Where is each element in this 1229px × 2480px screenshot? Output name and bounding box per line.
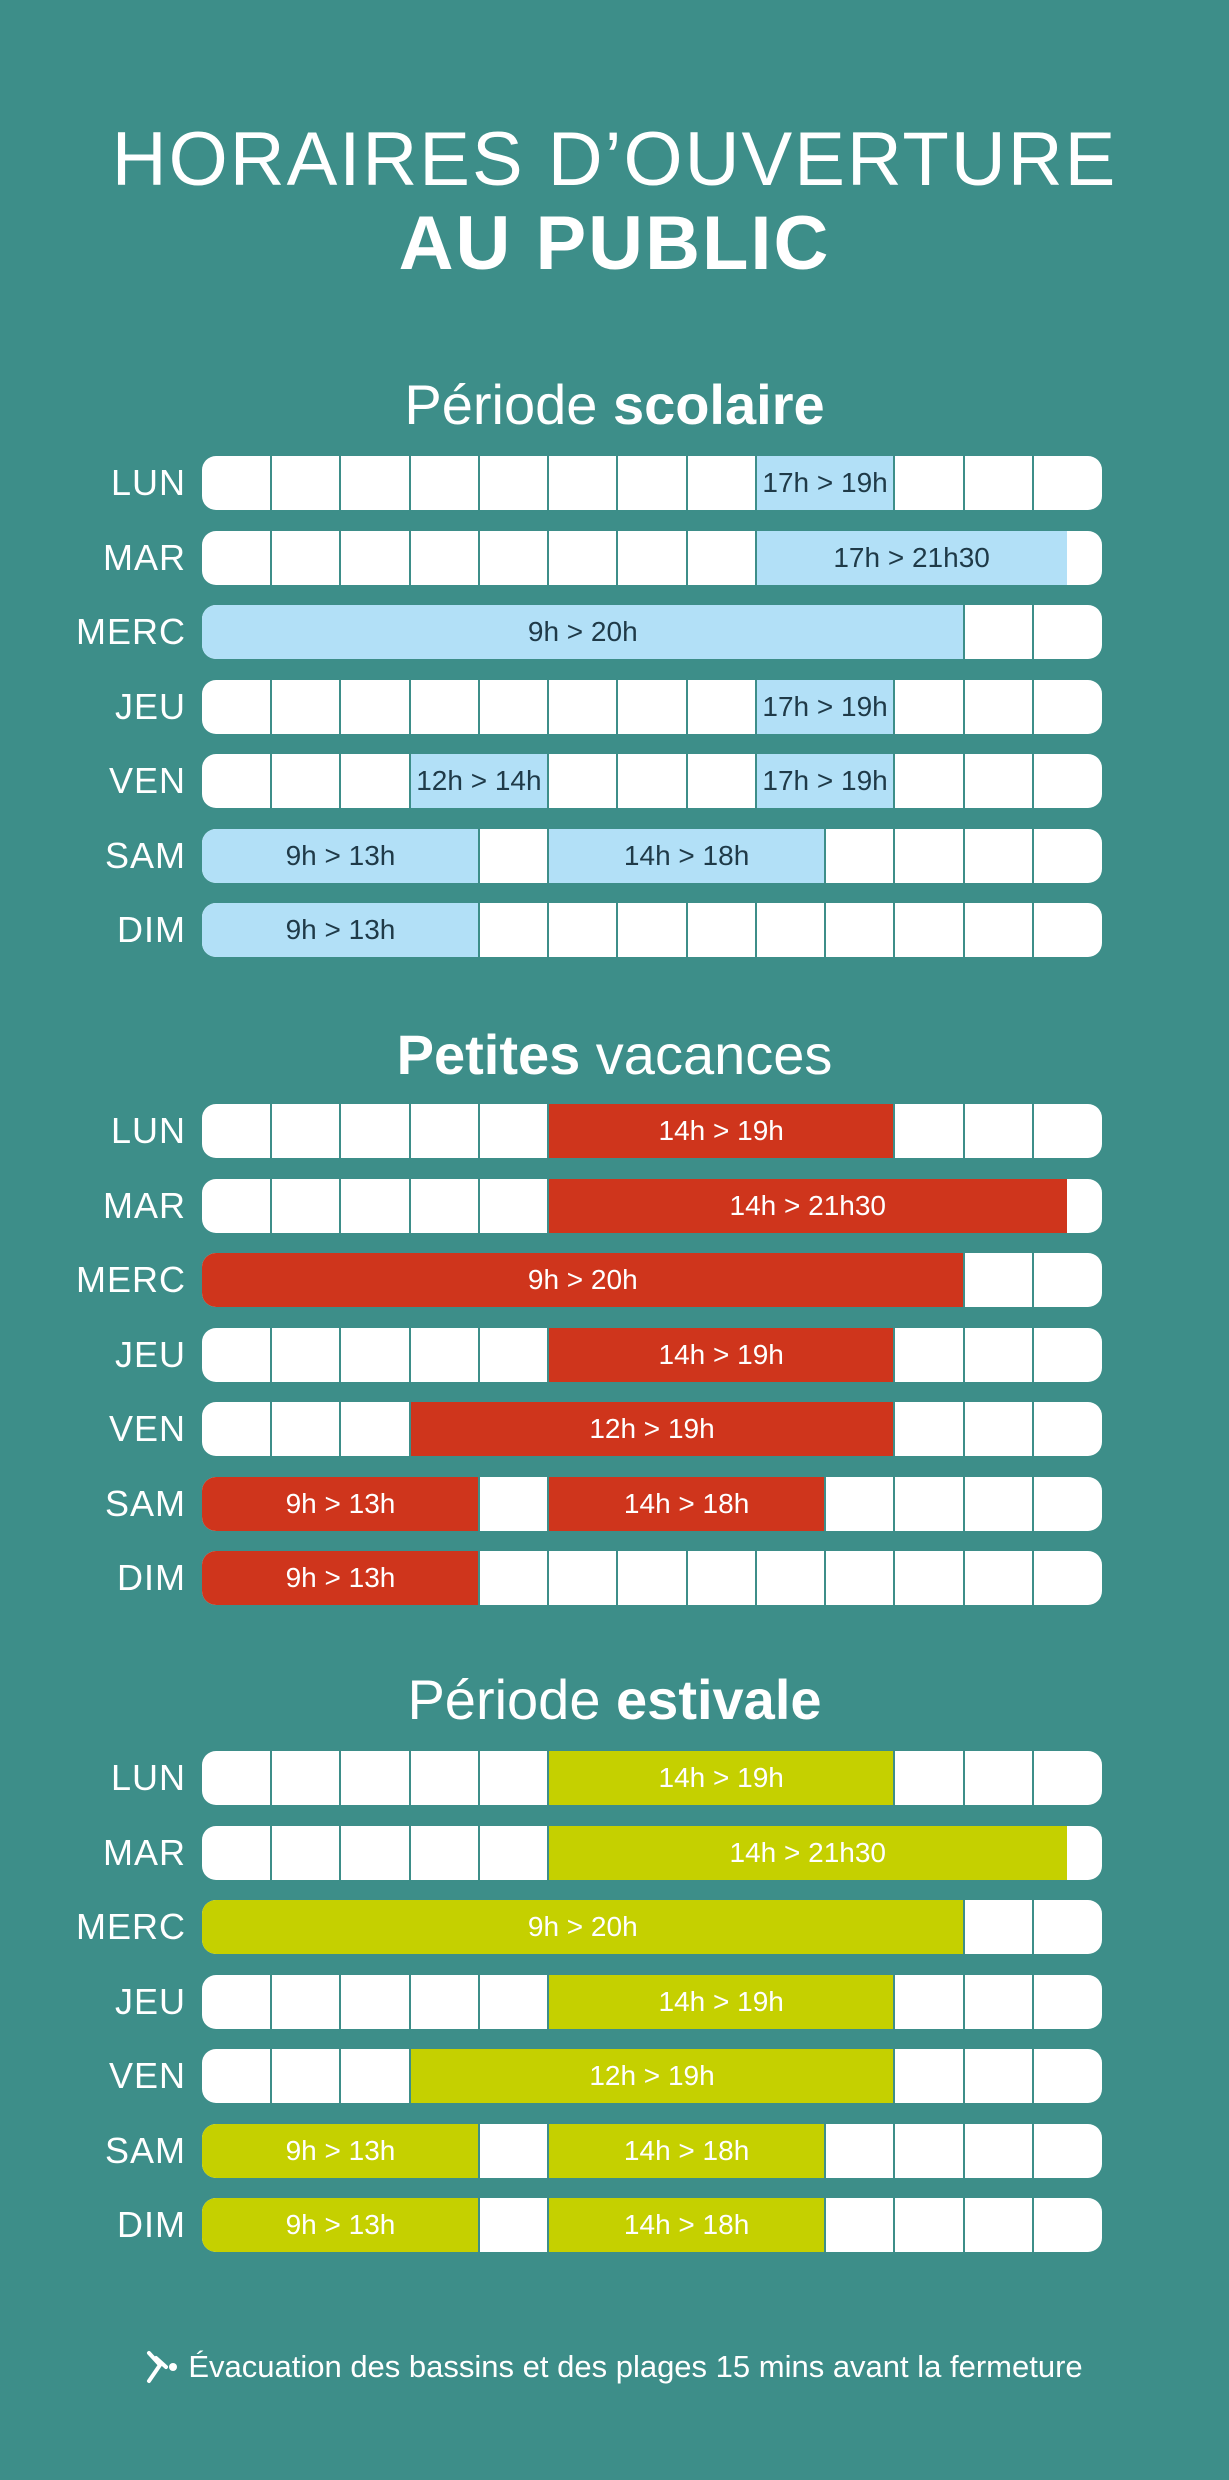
footer-text: Évacuation des bassins et des plages 15 mins avant la fermeture — [188, 2349, 1083, 2384]
slot-separator — [824, 829, 826, 883]
opening-period: 17h > 19h — [756, 680, 894, 734]
slot-separator — [963, 1253, 965, 1307]
day-label: MERC — [76, 1906, 186, 1947]
slot-separator — [755, 1551, 757, 1605]
hours-track — [202, 754, 1102, 808]
opening-period: 14h > 21h30 — [548, 1179, 1067, 1233]
slot-separator — [893, 680, 895, 734]
slot-separator — [547, 829, 549, 883]
slot-separator — [1032, 754, 1034, 808]
schedule-row — [0, 1825, 1229, 1881]
slot-separator — [270, 1826, 272, 1880]
day-label: JEU — [114, 686, 186, 727]
day-label: LUN — [110, 462, 186, 503]
slot-separator — [409, 1179, 411, 1233]
hours-track — [202, 2049, 1102, 2103]
section-title — [0, 1665, 1229, 1735]
schedule-row — [0, 1899, 1229, 1955]
opening-period: 14h > 18h — [548, 829, 825, 883]
section-title-bold: estivale — [616, 1668, 822, 1731]
slot-separator — [963, 1900, 965, 1954]
slot-separator — [339, 1402, 341, 1456]
slot-separator — [339, 1975, 341, 2029]
opening-period: 12h > 19h — [410, 2049, 895, 2103]
schedule-row — [0, 2123, 1229, 2179]
slot-separator — [616, 680, 618, 734]
slot-separator — [547, 680, 549, 734]
hours-track — [202, 1975, 1102, 2029]
slot-separator — [409, 1826, 411, 1880]
slot-separator — [547, 754, 549, 808]
slot-separator — [547, 1551, 549, 1605]
opening-period: 14h > 19h — [548, 1104, 894, 1158]
slot-separator — [270, 1328, 272, 1382]
day-label: DIM — [117, 2204, 186, 2245]
slot-separator — [1032, 1253, 1034, 1307]
slot-separator — [270, 1179, 272, 1233]
slot-separator — [478, 2198, 480, 2252]
slot-separator — [339, 2049, 341, 2103]
schedule-row — [0, 1252, 1229, 1308]
section-title-regular-after: vacances — [580, 1023, 833, 1086]
day-label: LUN — [110, 1110, 186, 1151]
slot-separator — [963, 680, 965, 734]
slot-separator — [824, 903, 826, 957]
hours-track — [202, 1900, 1102, 1954]
slot-separator — [755, 903, 757, 957]
slot-separator — [893, 1402, 895, 1456]
slot-separator — [339, 531, 341, 585]
schedule-row — [0, 1974, 1229, 2030]
schedule-row — [0, 1476, 1229, 1532]
slot-separator — [270, 1975, 272, 2029]
slot-separator — [339, 456, 341, 510]
opening-period: 17h > 19h — [756, 456, 894, 510]
slot-separator — [963, 1751, 965, 1805]
opening-period: 12h > 14h — [410, 754, 548, 808]
slot-separator — [270, 680, 272, 734]
slot-separator — [963, 2198, 965, 2252]
slot-separator — [339, 1104, 341, 1158]
day-label: VEN — [108, 1408, 186, 1449]
slot-separator — [616, 754, 618, 808]
slot-separator — [339, 680, 341, 734]
slot-separator — [270, 2049, 272, 2103]
schedule-row — [0, 455, 1229, 511]
opening-period: 14h > 21h30 — [548, 1826, 1067, 1880]
day-label: VEN — [108, 760, 186, 801]
slot-separator — [1032, 1900, 1034, 1954]
slot-separator — [339, 1826, 341, 1880]
slot-separator — [1032, 1477, 1034, 1531]
opening-period: 9h > 20h — [202, 1253, 964, 1307]
slot-separator — [893, 456, 895, 510]
day-label: MAR — [103, 537, 186, 578]
opening-period: 9h > 13h — [202, 1477, 479, 1531]
slot-separator — [824, 1551, 826, 1605]
hours-track — [202, 1179, 1102, 1233]
hours-track — [202, 1551, 1102, 1605]
day-label: VEN — [108, 2055, 186, 2096]
opening-period: 9h > 13h — [202, 1551, 479, 1605]
slot-separator — [963, 754, 965, 808]
slot-separator — [893, 1477, 895, 1531]
slot-separator — [616, 1551, 618, 1605]
slot-separator — [547, 903, 549, 957]
day-label: DIM — [117, 909, 186, 950]
slot-separator — [1032, 1551, 1034, 1605]
opening-period: 14h > 19h — [548, 1975, 894, 2029]
slot-separator — [616, 456, 618, 510]
opening-period: 14h > 18h — [548, 2124, 825, 2178]
hours-track — [202, 1477, 1102, 1531]
day-label: JEU — [114, 1334, 186, 1375]
slot-separator — [893, 1751, 895, 1805]
slot-separator — [963, 1104, 965, 1158]
slot-separator — [963, 2049, 965, 2103]
swimmer-icon — [146, 2347, 180, 2387]
schedule-row — [0, 1550, 1229, 1606]
slot-separator — [1032, 1328, 1034, 1382]
slot-separator — [893, 829, 895, 883]
hours-track — [202, 1328, 1102, 1382]
day-label: MAR — [103, 1185, 186, 1226]
opening-period: 9h > 13h — [202, 903, 479, 957]
slot-separator — [409, 1328, 411, 1382]
section-title-regular: Période — [404, 373, 613, 436]
slot-separator — [1032, 680, 1034, 734]
opening-period: 14h > 18h — [548, 1477, 825, 1531]
slot-separator — [1032, 1104, 1034, 1158]
day-label: SAM — [104, 2130, 186, 2171]
hours-track — [202, 456, 1102, 510]
hours-track — [202, 531, 1102, 585]
hours-track — [202, 903, 1102, 957]
slot-separator — [963, 605, 965, 659]
schedule-row — [0, 2048, 1229, 2104]
hours-track — [202, 829, 1102, 883]
slot-separator — [963, 1975, 965, 2029]
slot-separator — [755, 754, 757, 808]
slot-separator — [409, 1104, 411, 1158]
slot-separator — [755, 680, 757, 734]
day-label: MERC — [76, 1259, 186, 1300]
slot-separator — [547, 531, 549, 585]
day-label: LUN — [110, 1757, 186, 1798]
slot-separator — [478, 903, 480, 957]
slot-separator — [547, 1104, 549, 1158]
slot-separator — [547, 2198, 549, 2252]
slot-separator — [339, 754, 341, 808]
slot-separator — [1032, 456, 1034, 510]
slot-separator — [963, 1328, 965, 1382]
slot-separator — [478, 1751, 480, 1805]
opening-period: 9h > 13h — [202, 829, 479, 883]
slot-separator — [893, 1104, 895, 1158]
slot-separator — [478, 1477, 480, 1531]
schedule-row — [0, 828, 1229, 884]
slot-separator — [893, 1551, 895, 1605]
hours-track — [202, 680, 1102, 734]
slot-separator — [893, 903, 895, 957]
slot-separator — [478, 531, 480, 585]
slot-separator — [963, 456, 965, 510]
slot-separator — [478, 1551, 480, 1605]
slot-separator — [547, 1179, 549, 1233]
slot-separator — [1032, 1975, 1034, 2029]
slot-separator — [893, 2049, 895, 2103]
schedule-row — [0, 604, 1229, 660]
slot-separator — [547, 1477, 549, 1531]
hours-track — [202, 605, 1102, 659]
section-title — [0, 370, 1229, 440]
slot-separator — [686, 531, 688, 585]
slot-separator — [686, 680, 688, 734]
slot-separator — [478, 2124, 480, 2178]
slot-separator — [963, 2124, 965, 2178]
opening-period: 14h > 18h — [548, 2198, 825, 2252]
day-label: SAM — [104, 835, 186, 876]
slot-separator — [409, 1402, 411, 1456]
opening-period: 12h > 19h — [410, 1402, 895, 1456]
slot-separator — [1032, 1402, 1034, 1456]
schedule-row — [0, 902, 1229, 958]
day-label: MAR — [103, 1832, 186, 1873]
schedule-row — [0, 679, 1229, 735]
slot-separator — [963, 1477, 965, 1531]
slot-separator — [686, 456, 688, 510]
slot-separator — [409, 680, 411, 734]
slot-separator — [963, 903, 965, 957]
opening-period: 9h > 20h — [202, 1900, 964, 1954]
slot-separator — [478, 1328, 480, 1382]
slot-separator — [755, 531, 757, 585]
opening-period: 9h > 20h — [202, 605, 964, 659]
footer-note — [0, 2342, 1229, 2392]
slot-separator — [893, 754, 895, 808]
slot-separator — [339, 1179, 341, 1233]
opening-period: 14h > 19h — [548, 1328, 894, 1382]
slot-separator — [755, 456, 757, 510]
slot-separator — [824, 1477, 826, 1531]
slot-separator — [893, 2124, 895, 2178]
slot-separator — [270, 1751, 272, 1805]
hours-track — [202, 2124, 1102, 2178]
slot-separator — [270, 754, 272, 808]
slot-separator — [409, 2049, 411, 2103]
slot-separator — [270, 1402, 272, 1456]
schedule-row — [0, 1401, 1229, 1457]
slot-separator — [1032, 2124, 1034, 2178]
page-title-line1: HORAIRES D’OUVERTURE — [111, 117, 1118, 202]
slot-separator — [547, 1975, 549, 2029]
slot-separator — [270, 1104, 272, 1158]
slot-separator — [478, 829, 480, 883]
section-title-bold: scolaire — [612, 373, 825, 436]
slot-separator — [478, 680, 480, 734]
slot-separator — [616, 531, 618, 585]
slot-separator — [1032, 2049, 1034, 2103]
slot-separator — [824, 2198, 826, 2252]
slot-separator — [1032, 2198, 1034, 2252]
schedule-row — [0, 1178, 1229, 1234]
schedule-row — [0, 1750, 1229, 1806]
slot-separator — [478, 1826, 480, 1880]
slot-separator — [547, 1826, 549, 1880]
opening-period: 14h > 19h — [548, 1751, 894, 1805]
schedule-row — [0, 530, 1229, 586]
hours-track — [202, 1751, 1102, 1805]
day-label: JEU — [114, 1981, 186, 2022]
schedule-row — [0, 753, 1229, 809]
slot-separator — [409, 531, 411, 585]
slot-separator — [547, 1751, 549, 1805]
slot-separator — [893, 1975, 895, 2029]
slot-separator — [478, 1104, 480, 1158]
hours-track — [202, 1826, 1102, 1880]
hours-track — [202, 1402, 1102, 1456]
schedule-row — [0, 1327, 1229, 1383]
slot-separator — [409, 1751, 411, 1805]
schedule-row — [0, 2197, 1229, 2253]
slot-separator — [409, 456, 411, 510]
slot-separator — [270, 531, 272, 585]
day-label: DIM — [117, 1557, 186, 1598]
slot-separator — [478, 456, 480, 510]
page-title-line2: AU PUBLIC — [398, 201, 831, 286]
opening-period: 9h > 13h — [202, 2198, 479, 2252]
section-title — [0, 1020, 1229, 1090]
slot-separator — [686, 903, 688, 957]
slot-separator — [1032, 605, 1034, 659]
slot-separator — [1032, 903, 1034, 957]
slot-separator — [547, 1328, 549, 1382]
slot-separator — [686, 754, 688, 808]
slot-separator — [824, 2124, 826, 2178]
slot-separator — [1032, 1751, 1034, 1805]
slot-separator — [339, 1328, 341, 1382]
slot-separator — [409, 1975, 411, 2029]
slot-separator — [547, 2124, 549, 2178]
opening-period: 17h > 21h30 — [756, 531, 1068, 585]
slot-separator — [478, 1179, 480, 1233]
day-label: SAM — [104, 1483, 186, 1524]
schedule-row — [0, 1103, 1229, 1159]
slot-separator — [1032, 829, 1034, 883]
slot-separator — [893, 2198, 895, 2252]
slot-separator — [339, 1751, 341, 1805]
hours-track — [202, 2198, 1102, 2252]
slot-separator — [270, 456, 272, 510]
slot-separator — [478, 1975, 480, 2029]
slot-separator — [686, 1551, 688, 1605]
slot-separator — [963, 1402, 965, 1456]
slot-separator — [547, 456, 549, 510]
opening-period: 9h > 13h — [202, 2124, 479, 2178]
slot-separator — [616, 903, 618, 957]
hours-track — [202, 1253, 1102, 1307]
slot-separator — [963, 1551, 965, 1605]
opening-period: 17h > 19h — [756, 754, 894, 808]
hours-track — [202, 1104, 1102, 1158]
slot-separator — [409, 754, 411, 808]
section-title-regular: Période — [407, 1668, 617, 1731]
day-label: MERC — [76, 611, 186, 652]
section-title-bold: Petites — [396, 1023, 581, 1086]
slot-separator — [963, 829, 965, 883]
slot-separator — [893, 1328, 895, 1382]
